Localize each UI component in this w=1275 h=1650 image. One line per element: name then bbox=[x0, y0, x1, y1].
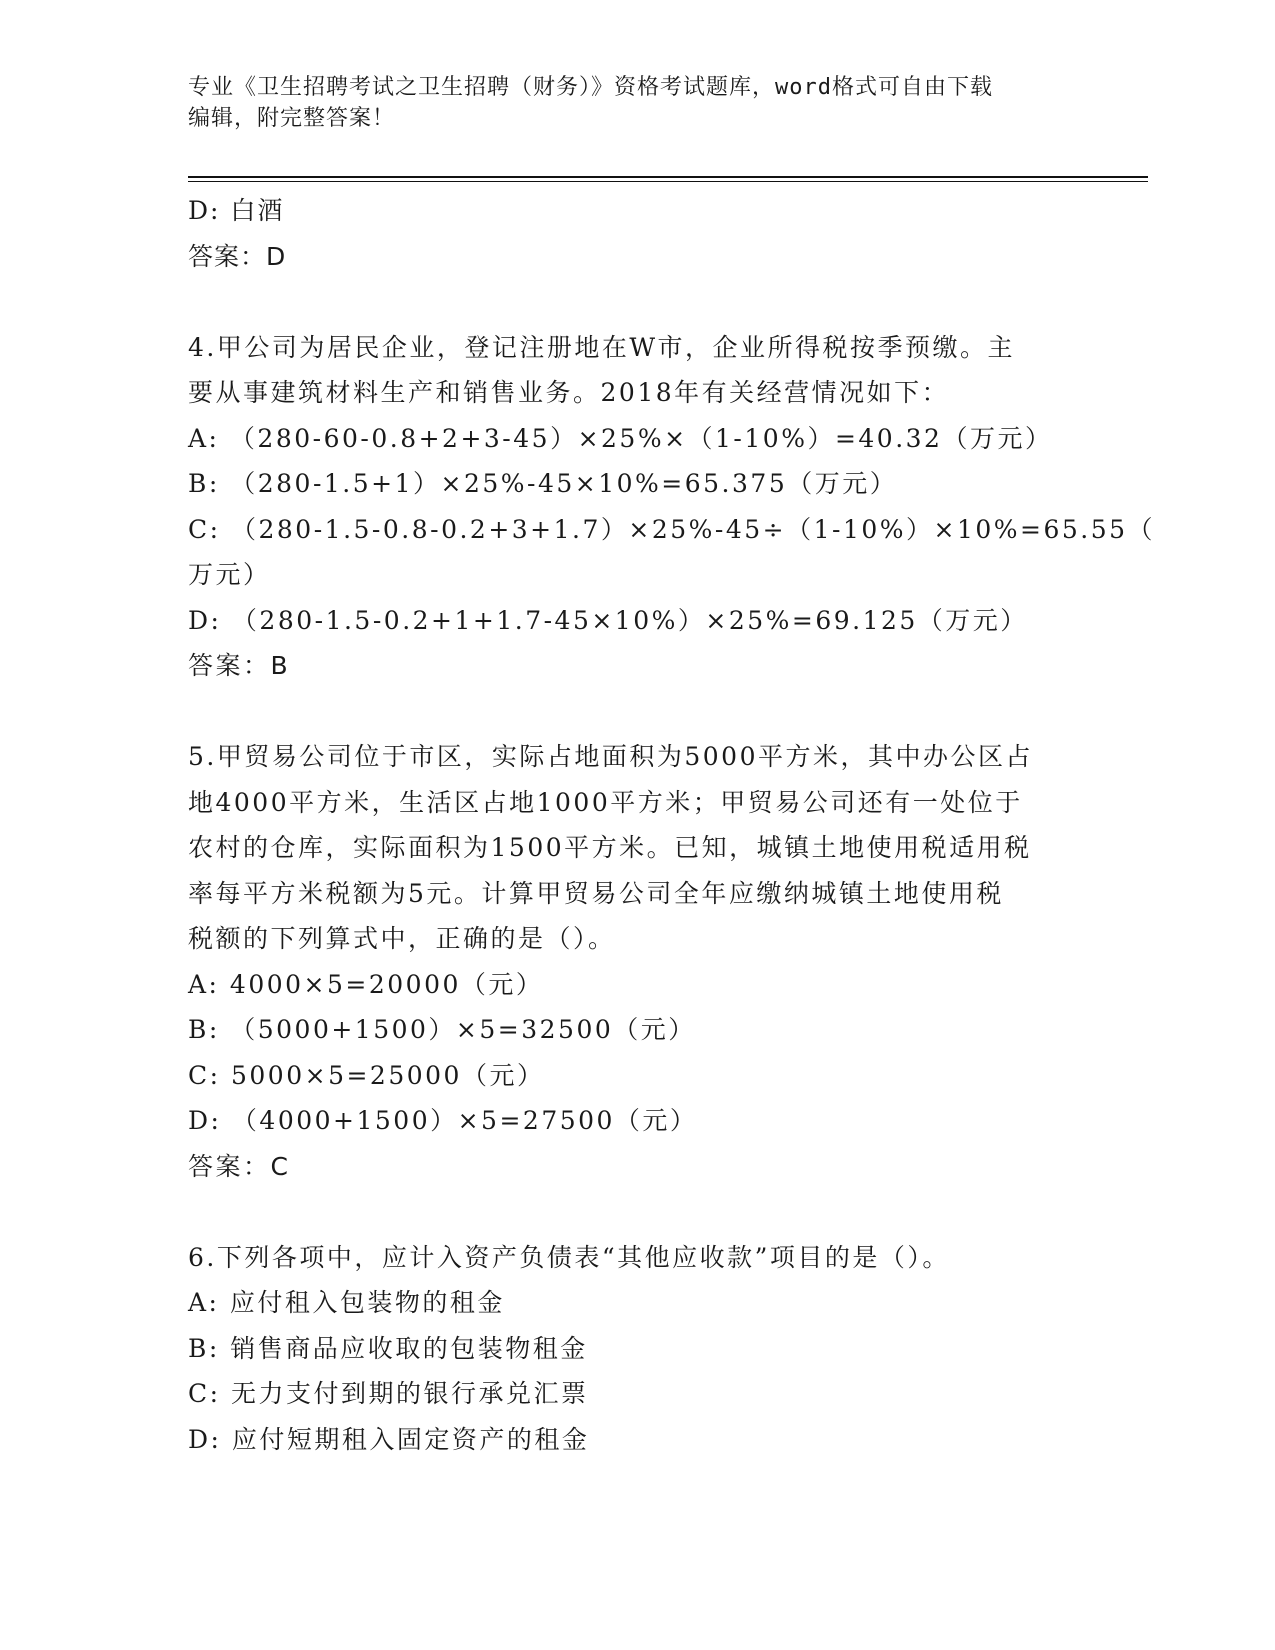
q4-stem-line-2: 要从事建筑材料生产和销售业务。2018年有关经营情况如下： bbox=[188, 378, 950, 407]
document-body bbox=[188, 188, 1156, 1462]
q4-stem-line-1: 4.甲公司为居民企业，登记注册地在W市，企业所得税按季预缴。主 bbox=[188, 332, 1016, 362]
q6-option-d: D: 应付短期租入固定资产的租金 bbox=[188, 1424, 590, 1454]
q4-answer: 答案：B bbox=[188, 651, 291, 680]
q6-option-b: B: 销售商品应收取的包装物租金 bbox=[188, 1333, 588, 1363]
header-rule-thin bbox=[188, 181, 1148, 182]
q5-stem-line-5: 税额的下列算式中，正确的是（）。 bbox=[188, 924, 616, 953]
q3-answer: 答案：D bbox=[188, 241, 287, 271]
spacer bbox=[188, 279, 1068, 325]
question-4 bbox=[188, 325, 1156, 689]
q4-option-d: D: （280-1.5-0.2+1+1.7-45×10%）×25%=69.125（万元） bbox=[188, 605, 1028, 635]
question-6 bbox=[188, 1235, 1068, 1463]
question-5 bbox=[188, 734, 1068, 1189]
spacer bbox=[188, 1189, 1068, 1235]
header-line-1: 专业《卫生招聘考试之卫生招聘（财务）》资格考试题库，word格式可自由下载 bbox=[188, 75, 993, 100]
q5-stem-line-1: 5.甲贸易公司位于市区，实际占地面积为5000平方米，其中办公区占 bbox=[188, 742, 1033, 771]
q5-option-b: B: （5000+1500）×5=32500（元） bbox=[188, 1015, 696, 1044]
q4-option-a: A: （280-60-0.8+2+3-45）×25%×（1-10%）=40.32（万元） bbox=[188, 423, 1053, 453]
header-line-2: 编辑，附完整答案！ bbox=[188, 106, 396, 131]
q5-stem-line-4: 率每平方米税额为5元。计算甲贸易公司全年应缴纳城镇土地使用税 bbox=[188, 878, 1004, 908]
question-3-tail bbox=[188, 188, 1068, 279]
spacer bbox=[188, 689, 1068, 735]
q6-option-c: C: 无力支付到期的银行承兑汇票 bbox=[188, 1379, 589, 1408]
q5-option-c: C: 5000×5=25000（元） bbox=[188, 1060, 545, 1090]
q6-stem-line-1: 6.下列各项中，应计入资产负债表“其他应收款”项目的是（）。 bbox=[188, 1242, 950, 1272]
q5-stem-line-3: 农村的仓库，实际面积为1500平方米。已知，城镇土地使用税适用税 bbox=[188, 833, 1032, 862]
q4-option-c-line-1: C: （280-1.5-0.8-0.2+3+1.7）×25%-45÷（1-10%）×10%=65.55（ bbox=[188, 514, 1156, 544]
document-header bbox=[188, 72, 1068, 134]
q3-option-d: D: 白酒 bbox=[188, 196, 285, 225]
header-rule-thick bbox=[188, 176, 1148, 178]
q5-option-d: D: （4000+1500）×5=27500（元） bbox=[188, 1106, 698, 1135]
q5-option-a: A: 4000×5=20000（元） bbox=[188, 969, 544, 999]
q4-option-c-line-2: 万元） bbox=[188, 560, 271, 589]
q5-stem-line-2: 地4000平方米，生活区占地1000平方米；甲贸易公司还有一处位于 bbox=[188, 787, 1023, 817]
q5-answer: 答案：C bbox=[188, 1151, 291, 1181]
q4-option-b: B: （280-1.5+1）×25%-45×10%=65.375（万元） bbox=[188, 469, 898, 498]
q6-option-a: A: 应付租入包装物的租金 bbox=[188, 1288, 505, 1317]
